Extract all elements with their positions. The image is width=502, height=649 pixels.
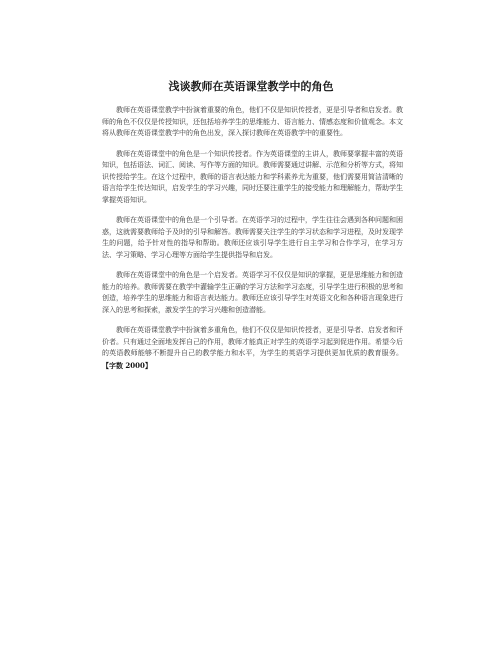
word-count: 【字数 2000】 bbox=[102, 360, 152, 370]
paragraph-5 bbox=[102, 325, 403, 372]
paragraph-4: 教师在英语课堂中的角色是一个启发者。英语学习不仅仅是知识的掌握，更是思维能力和创造能力的培养。教师需要在教学中灌输学生正确的学习方法和学习态度，引导学生进行积极的思考和创造，培养学生的思维能力和语言表达能力。教师还应该引导学生对英语文化和各种语言现象进行深入的思考和探索，激发学生的学习兴趣和创造潜能。 bbox=[102, 271, 403, 314]
document-body bbox=[102, 105, 403, 381]
paragraph-1: 教师在英语课堂教学中扮演着重要的角色，他们不仅是知识传授者，更是引导者和启发者。教师的角色不仅仅是传授知识，还包括培养学生的思维能力、语言能力、情感态度和价值观念。本文将从教师在英语课堂教学中的角色出发，深入探讨教师在英语教学中的重要性。 bbox=[102, 106, 403, 137]
document-title: 浅谈教师在英语课堂教学中的角色 bbox=[168, 80, 334, 93]
paragraph-5-text: 教师在英语课堂教学中扮演着多重角色，他们不仅仅是知识传授者，更是引导者、启发者和评价者。只有通过全面地发挥自己的作用，教师才能真正对学生的英语学习起到促进作用。希望今后的英语教师能够不断提升自己的教学能力和水平，为学生的英语学习提供更加优质的教育服务。 bbox=[102, 326, 403, 357]
paragraph-2: 教师在英语课堂中的角色是一个知识传授者。作为英语课堂的主讲人，教师要掌握丰富的英语知识，包括语法、词汇、阅读、写作等方面的知识。教师需要通过讲解、示范和分析等方式，将知识传授给学生。在这个过程中，教师的语言表达能力和学科素养尤为重要，他们需要用简洁清晰的语言给学生传达知识，启发学生的学习兴趣，同时还要注重学生的接受能力和理解能力，帮助学生掌握英语知识。 bbox=[102, 149, 403, 204]
paragraph-3: 教师在英语课堂中的角色是一个引导者。在英语学习的过程中，学生往往会遇到各种问题和困惑，这就需要教师给予及时的引导和解答。教师需要关注学生的学习状态和学习进程，及时发现学生的问题，给予针对性的指导和帮助。教师还应该引导学生进行自主学习和合作学习，在学习方法、学习策略、学习心理等方面给学生提供指导和启发。 bbox=[102, 216, 403, 259]
